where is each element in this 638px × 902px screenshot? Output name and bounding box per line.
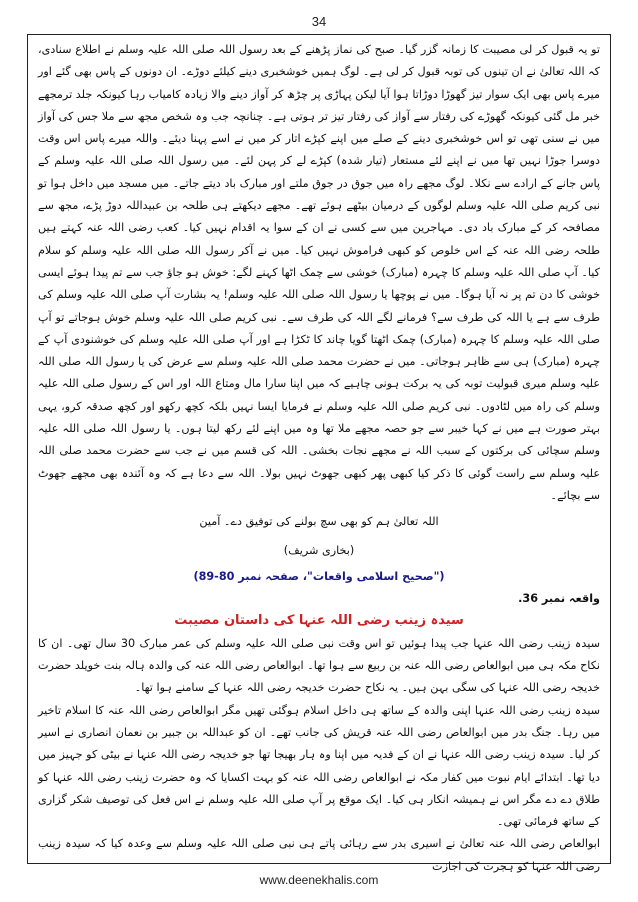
page-frame: [27, 34, 611, 873]
page-number: 34: [311, 14, 327, 29]
source-citation: (بخاری شریف): [283, 543, 355, 557]
book-reference: ("صحیح اسلامی واقعات"، صفحہ نمبر 80-89): [193, 569, 445, 583]
article-content: [28, 35, 610, 878]
story-paragraph: سیدہ زینب رضی اللہ عنہا جب پیدا ہوئیں تو اس وقت نبی صلی اللہ علیہ وسلم کی عمر مبارک 30 سال تھی۔ ان کا نکاح مکہ ہی میں ابوالعاص رضی اللہ عنہ بن ربیع سے ہوا تھا۔ ابوالعاص رضی اللہ عنہ کی والدہ ہالہ بنت خویلد حضرت خدیجہ رضی اللہ عنہا کی سگی بہن ہیں۔ یہ نکاح حضرت خدیجہ رضی اللہ عنہا کے سامنے ہوا تھا۔: [38, 636, 600, 695]
story-body: تو یہ قبول کر لی مصیبت کا زمانہ گزر گیا۔ صبح کی نماز پڑھنے کے بعد رسول اللہ صلی اللہ علیہ وسلم نے اطلاع سنادی، کہ اللہ تعالیٰ نے ان تینوں کی توبہ قبول کر لی ہے۔ لوگ ہمیں خوشخبری دینے کیلئے دوڑے۔ ان دونوں کے پاس بھی گئے اور میرے پاس بھی ایک سوار تیز گھوڑا دوڑاتا ہوا آیا لیکن پہاڑی پر چڑھ کر آواز دینے والا زیادہ کامیاب رہا کیونکہ جلد ترمجھے خبر مل گئی کیونکہ گھوڑے کی رفتار سے آواز کی رفتار تیز تر ہوتی ہے۔ چنانچہ جب وہ شخص مجھ سے ملا جس کی آواز میں نے سنی تھی تو اس خوشخبری دینے کے صلے میں اپنے کپڑے اتار کر میں نے اسے پہنا دیئے۔ واللہ میرے پاس اس وقت دوسرا جوڑا نہیں تھا میں نے اپنے لئے مستعار (تیار شدہ) کپڑے لے کر پہن لئے۔ میں رسول اللہ صلی اللہ علیہ وسلم کے پاس جانے کے ارادے سے نکلا۔ لوگ مجھے راہ میں جوق در جوق ملتے اور مبارک باد دیتے جاتے۔ میں مسجد میں داخل ہوا تو نبی کریم صلی اللہ علیہ وسلم لوگوں کے درمیان بیٹھے ہوئے تھے۔ مجھے دیکھتے ہی طلحہ بن عبیداللہ دوڑ پڑے، مجھ سے مصافحہ کر کے مبارک باد دی۔ مہاجرین میں سے کسی نے ان کے سوا یہ اقدام نہیں کیا۔ کعب رضی اللہ عنہ کہتے ہیں طلحہ رضی اللہ عنہ کے اس خلوص کو کبھی فراموش نہیں کیا۔ میں نے آکر رسول اللہ صلی اللہ علیہ وسلم کو سلام کیا۔ آپ صلی اللہ علیہ وسلم کا چہرہ (مبارک) خوشی سے چمک اٹھا کہنے لگے: خوش ہو جاؤ جب سے تم پیدا ہوئے ایسی خوشی کا دن تم پر نہ آیا ہوگا۔ میں نے پوچھا یا رسول اللہ صلی اللہ علیہ وسلم! یہ بشارت آپ صلی اللہ علیہ وسلم کی طرف سے ہے یا اللہ کی طرف سے؟ فرمانے لگے اللہ کی طرف سے۔ نبی کریم صلی اللہ علیہ وسلم خوش ہوجاتے تو آپ صلی اللہ علیہ وسلم کا چہرہ (مبارک) چمک اٹھتا گویا چاند کا ٹکڑا ہے اور آپ صلی اللہ علیہ وسلم کی خوشنودی آپ کے چہرہ (مبارک) ہی سے ظاہر ہوجاتی۔ میں نے حضرت محمد صلی اللہ علیہ وسلم سے عرض کی یا رسول اللہ صلی اللہ علیہ وسلم میری قبولیت توبہ کی یہ برکت ہونی چاہیے کہ میں اپنا سارا مال ومتاع اللہ اور اس کے رسول صلی اللہ علیہ وسلم کی راہ میں لٹادوں۔ نبی کریم صلی اللہ علیہ وسلم نے فرمایا ایسا نہیں بلکہ کچھ رکھو اور کچھ صدقہ کرو، یہی بہتر صورت ہے میں نے کہا خیبر سے جو حصہ مجھے ملا تھا وہ میں اپنے لئے رکھ لیتا ہوں۔ یا رسول اللہ صلی اللہ علیہ وسلم سچائی کی برکتوں کے سبب اللہ نے مجھے نجات بخشی۔ اللہ کی قسم میں نے جب سے حضرت محمد صلی اللہ علیہ وسلم سے راست گوئی کا ذکر کیا کبھی پھر کبھی جھوٹ نہیں بولا۔ اللہ سے دعا ہے کہ وہ آئندہ بھی مجھے جھوٹ سے بچائے۔: [38, 43, 600, 502]
dua-line: اللہ تعالیٰ ہم کو بھی سچ بولنے کی توفیق دے۔ آمین: [199, 515, 439, 529]
story-paragraph: سیدہ زینب رضی اللہ عنہا اپنی والدہ کے ساتھ ہی داخل اسلام ہوگئی تھیں مگر ابوالعاص رضی اللہ عنہ کا اسلام تاخیر میں رہا۔ جنگ بدر میں ابوالعاص رضی اللہ عنہ قریش کی جانب تھے۔ ان کو عبداللہ بن جبیر بن نعمان انصاری نے اسیر کر لیا۔ سیدہ زینب رضی اللہ عنہا نے ان کے فدیہ میں اپنا وہ ہار بھیجا تھا جو خدیجہ رضی اللہ عنہا نے بیٹی کو جہیز میں دیا تھا۔ ابتدائے ایام نبوت میں کفار مکہ نے ابوالعاص رضی اللہ عنہ کو بہت اکسایا کہ وہ حضرت زینب رضی اللہ عنہا کو طلاق دے دے مگر اس نے ہمیشہ انکار ہی کیا۔ ایک موقع پر آپ صلی اللہ علیہ وسلم نے اس فعل کی توصیف شکر گزاری کے ساتھ فرمائی تھی۔: [38, 703, 600, 829]
footer-url: www.deenekhalis.com: [259, 873, 379, 887]
story-heading: سیدہ زینب رضی اللہ عنہا کی داستان مصیبت: [174, 613, 464, 629]
story-number-label: واقعہ نمبر 36.: [518, 592, 600, 606]
story-paragraph: ابوالعاص رضی اللہ عنہ تعالیٰ نے اسیری بدر سے رہائی پاتے ہی نبی صلی اللہ علیہ وسلم سے وعدہ کیا کہ سیدہ زینب رضی اللہ عنہا کو ہجرت کی اجازت: [38, 837, 600, 873]
